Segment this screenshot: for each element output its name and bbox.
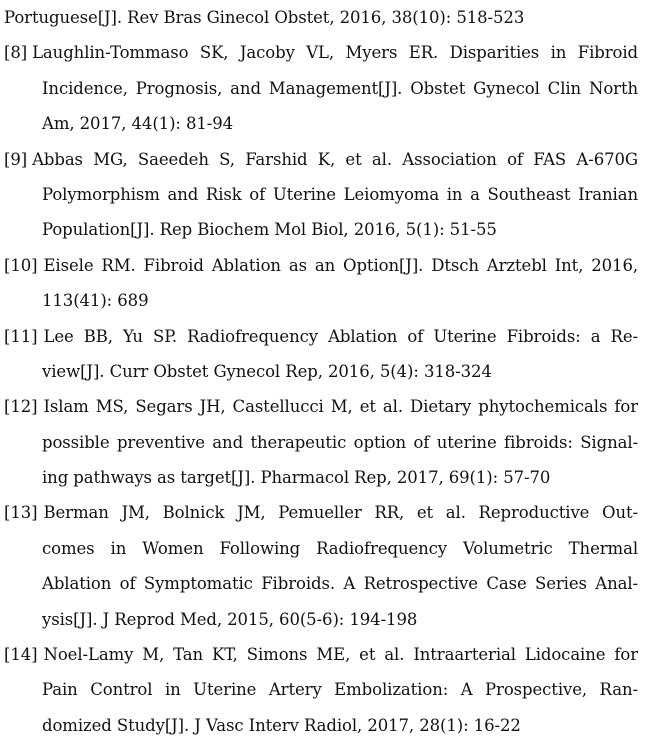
reference-line (4, 566, 638, 601)
reference-text: Lee BB, Yu SP. Radiofrequency Ablation of Uterine Fibroids: a Re- (43, 326, 638, 346)
reference-entry (4, 142, 638, 248)
reference-text: view[J]. Curr Obstet Gynecol Rep, 2016, 5(4): 318-324 (42, 361, 492, 381)
reference-text: Berman JM, Bolnick JM, Pemueller RR, et al. Reproductive Out- (43, 503, 638, 523)
reference-line (4, 495, 638, 530)
reference-line (4, 177, 638, 212)
reference-text: domized Study[J]. J Vasc Interv Radiol, 2017, 28(1): 16-22 (42, 715, 521, 735)
reference-text: Am, 2017, 44(1): 81-94 (42, 114, 234, 134)
reference-line (4, 389, 638, 424)
reference-line (4, 319, 638, 354)
reference-entry (4, 389, 638, 495)
reference-line (4, 212, 638, 247)
reference-line (4, 708, 638, 743)
reference-text: possible preventive and therapeutic option of uterine fibroids: Signal- (42, 432, 638, 452)
reference-text: Portuguese[J]. Rev Bras Ginecol Obstet, 2016, 38(10): 518-523 (4, 8, 525, 27)
reference-line (4, 354, 638, 389)
reference-text: 113(41): 689 (42, 291, 149, 311)
reference-line (4, 248, 638, 283)
reference-list (4, 0, 638, 743)
reference-number: [12] (4, 397, 38, 417)
reference-entry (4, 319, 638, 390)
reference-text: comes in Women Following Radiofrequency Volumetric Thermal (42, 538, 638, 558)
reference-text: ysis[J]. J Reprod Med, 2015, 60(5-6): 194-198 (42, 609, 418, 629)
reference-text: Population[J]. Rep Biochem Mol Biol, 2016, 5(1): 51-55 (42, 220, 497, 240)
reference-number: [9] (4, 149, 28, 169)
reference-number: [10] (4, 255, 38, 275)
reference-line (4, 531, 638, 566)
reference-entry (4, 248, 638, 319)
reference-number: [13] (4, 503, 38, 523)
reference-text: ing pathways as target[J]. Pharmacol Rep, 2017, 69(1): 57-70 (42, 468, 551, 488)
reference-line (4, 0, 638, 35)
reference-text: Laughlin-Tommaso SK, Jacoby VL, Myers ER. Disparities in Fibroid (32, 43, 638, 63)
reference-text: Abbas MG, Saeedeh S, Farshid K, et al. Association of FAS A-670G (32, 149, 638, 169)
reference-text: Polymorphism and Risk of Uterine Leiomyoma in a Southeast Iranian (42, 184, 638, 204)
reference-number: [14] (4, 645, 38, 665)
reference-text: Pain Control in Uterine Artery Embolization: A Prospective, Ran- (42, 680, 638, 700)
reference-number: [11] (4, 326, 38, 346)
reference-text: Eisele RM. Fibroid Ablation as an Option[J]. Dtsch Arztebl Int, 2016, (43, 255, 638, 275)
reference-line (4, 602, 638, 637)
reference-text: Ablation of Symptomatic Fibroids. A Retrospective Case Series Anal- (42, 574, 638, 594)
reference-line (4, 283, 638, 318)
reference-entry (4, 35, 638, 141)
reference-line (4, 425, 638, 460)
reference-entry (4, 0, 638, 35)
reference-line (4, 672, 638, 707)
reference-line (4, 106, 638, 141)
reference-entry (4, 637, 638, 743)
reference-number: [8] (4, 43, 28, 63)
reference-text: Islam MS, Segars JH, Castellucci M, et al. Dietary phytochemicals for (43, 397, 638, 417)
reference-entry (4, 495, 638, 637)
reference-line (4, 460, 638, 495)
reference-line (4, 637, 638, 672)
reference-line (4, 35, 638, 70)
reference-line (4, 71, 638, 106)
reference-text: Incidence, Prognosis, and Management[J]. Obstet Gynecol Clin North (42, 78, 638, 98)
reference-line (4, 142, 638, 177)
reference-text: Noel-Lamy M, Tan KT, Simons ME, et al. Intraarterial Lidocaine for (43, 645, 638, 665)
